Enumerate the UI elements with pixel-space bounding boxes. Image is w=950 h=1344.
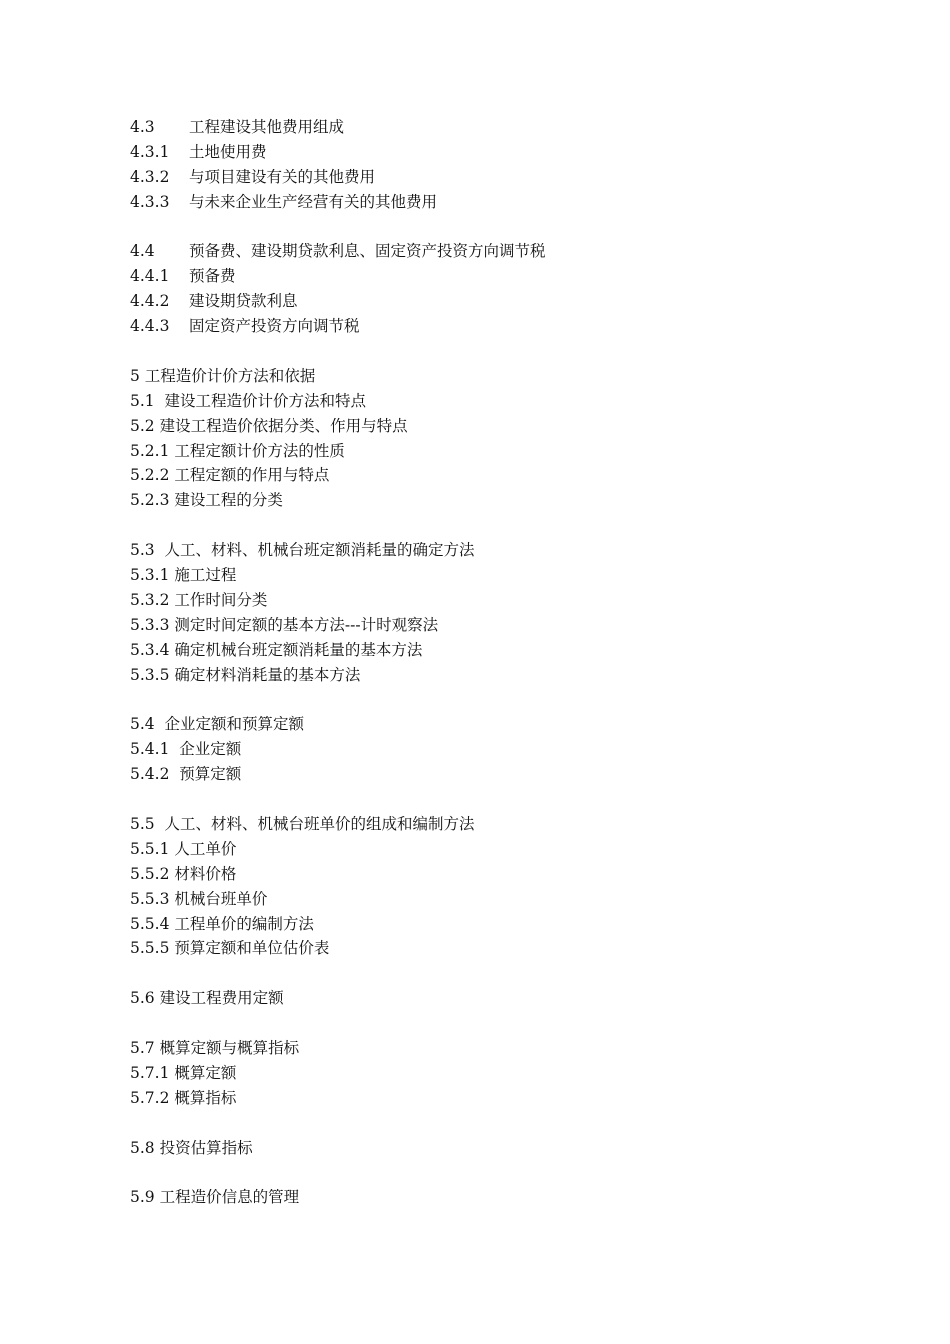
- outline-entry: [130, 264, 546, 289]
- table-of-contents: [130, 115, 546, 1210]
- section-heading-text: 5.3.3 测定时间定额的基本方法---计时观察法: [130, 615, 439, 634]
- outline-entry: [130, 737, 546, 762]
- section-heading-text: 5.8 投资估算指标: [130, 1138, 253, 1157]
- section-title: 工程建设其他费用组成: [189, 118, 345, 136]
- section-title: 与项目建设有关的其他费用: [189, 167, 376, 186]
- section-heading-text: 5.7.1 概算定额: [130, 1063, 237, 1082]
- section-heading-text: 5.5 人工、材料、机械台班单价的组成和编制方法: [130, 814, 475, 833]
- outline-entry: [130, 1086, 546, 1111]
- blank-line: [130, 787, 546, 812]
- section-heading-text: 5.2.1 工程定额计价方法的性质: [130, 441, 345, 460]
- blank-line: [130, 215, 546, 240]
- blank-line: [130, 1011, 546, 1036]
- blank-line: [130, 687, 546, 712]
- section-heading-text: 5.7.2 概算指标: [130, 1088, 237, 1107]
- outline-entry: [130, 887, 546, 912]
- section-heading-text: 5.5.1 人工单价: [130, 839, 237, 858]
- outline-entry: [130, 837, 546, 862]
- outline-entry: [130, 762, 546, 787]
- section-heading-text: 5.5.2 材料价格: [130, 864, 237, 883]
- section-heading-text: 5.6 建设工程费用定额: [130, 989, 284, 1008]
- outline-entry: [130, 314, 546, 339]
- outline-entry: [130, 862, 546, 887]
- section-heading-text: 5.4.1 企业定额: [130, 740, 242, 759]
- section-title: 固定资产投资方向调节税: [189, 317, 360, 336]
- outline-entry: [130, 165, 546, 190]
- outline-entry: [130, 638, 546, 663]
- outline-entry: [130, 1061, 546, 1086]
- outline-entry: [130, 1185, 546, 1210]
- section-heading-text: 5.5.5 预算定额和单位估价表: [130, 939, 330, 958]
- section-number: 4.3.2: [130, 167, 170, 186]
- section-heading-text: 5.1 建设工程造价计价方法和特点: [130, 391, 367, 410]
- outline-entry: [130, 912, 546, 937]
- section-heading-text: 5 工程造价计价方法和依据: [130, 366, 316, 385]
- section-heading-text: 5.3 人工、材料、机械台班定额消耗量的确定方法: [130, 541, 475, 560]
- blank-line: [130, 1111, 546, 1136]
- outline-entry: [130, 663, 546, 688]
- section-title: 与未来企业生产经营有关的其他费用: [189, 192, 438, 211]
- outline-entry: [130, 239, 546, 264]
- section-number: 4.4: [130, 242, 155, 261]
- blank-line: [130, 339, 546, 364]
- section-heading-text: 5.3.4 确定机械台班定额消耗量的基本方法: [130, 640, 423, 659]
- section-heading-text: 5.5.3 机械台班单价: [130, 889, 268, 908]
- section-heading-text: 5.7 概算定额与概算指标: [130, 1038, 300, 1057]
- outline-entry: [130, 115, 546, 140]
- section-number: 4.3.1: [130, 142, 170, 161]
- section-heading-text: 5.2.3 建设工程的分类: [130, 491, 283, 510]
- outline-entry: [130, 812, 546, 837]
- section-title: 建设期贷款利息: [189, 292, 298, 311]
- outline-entry: [130, 538, 546, 563]
- outline-entry: [130, 289, 546, 314]
- section-heading-text: 5.3.2 工作时间分类: [130, 590, 268, 609]
- section-number: 4.4.1: [130, 267, 170, 286]
- section-title: 预备费、建设期贷款利息、固定资产投资方向调节税: [189, 242, 546, 261]
- section-number: 4.4.2: [130, 292, 170, 311]
- outline-entry: [130, 936, 546, 961]
- section-title: 土地使用费: [189, 142, 267, 161]
- blank-line: [130, 961, 546, 986]
- section-number: 4.3.3: [130, 192, 170, 211]
- outline-entry: [130, 364, 546, 389]
- outline-entry: [130, 712, 546, 737]
- blank-line: [130, 1160, 546, 1185]
- section-heading-text: 5.2.2 工程定额的作用与特点: [130, 466, 330, 485]
- outline-entry: [130, 190, 546, 215]
- outline-entry: [130, 986, 546, 1011]
- section-heading-text: 5.4.2 预算定额: [130, 765, 242, 784]
- outline-entry: [130, 414, 546, 439]
- section-heading-text: 5.4 企业定额和预算定额: [130, 715, 305, 734]
- section-heading-text: 5.9 工程造价信息的管理: [130, 1188, 300, 1207]
- outline-entry: [130, 488, 546, 513]
- section-title: 预备费: [189, 267, 236, 286]
- section-heading-text: 5.5.4 工程单价的编制方法: [130, 914, 314, 933]
- outline-entry: [130, 140, 546, 165]
- outline-entry: [130, 588, 546, 613]
- outline-entry: [130, 463, 546, 488]
- outline-entry: [130, 389, 546, 414]
- outline-entry: [130, 613, 546, 638]
- section-number: 4.4.3: [130, 317, 170, 336]
- section-heading-text: 5.3.5 确定材料消耗量的基本方法: [130, 665, 361, 684]
- section-heading-text: 5.2 建设工程造价依据分类、作用与特点: [130, 416, 408, 435]
- outline-entry: [130, 1036, 546, 1061]
- outline-entry: [130, 563, 546, 588]
- outline-entry: [130, 439, 546, 464]
- section-number: 4.3: [130, 118, 155, 136]
- section-heading-text: 5.3.1 施工过程: [130, 566, 237, 585]
- blank-line: [130, 513, 546, 538]
- outline-entry: [130, 1136, 546, 1161]
